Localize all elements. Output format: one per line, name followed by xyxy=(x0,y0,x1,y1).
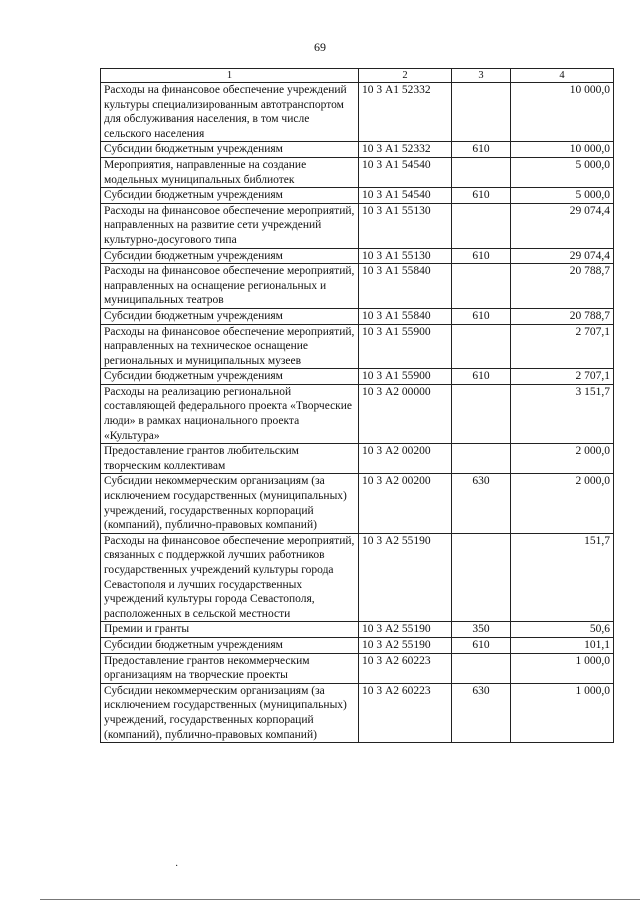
table-row xyxy=(101,637,614,653)
table-row xyxy=(101,533,614,622)
table-row xyxy=(101,384,614,443)
row-code-cell: 10 3 А1 55900 xyxy=(359,324,452,369)
row-amount-cell: 5 000,0 xyxy=(511,188,614,204)
row-code-cell: 10 3 А2 55190 xyxy=(359,622,452,638)
row-name-cell: Расходы на реализацию региональной составляющей федерального проекта «Творческие люди» в рамках национального проекта «Культура» xyxy=(101,384,359,443)
table-row xyxy=(101,369,614,385)
table-row xyxy=(101,142,614,158)
row-amount-cell: 5 000,0 xyxy=(511,157,614,187)
table-row xyxy=(101,157,614,187)
row-kvr-cell: 610 xyxy=(452,637,511,653)
row-kvr-cell xyxy=(452,203,511,248)
row-amount-cell: 20 788,7 xyxy=(511,308,614,324)
scan-mark: · xyxy=(175,861,179,872)
column-header-1: 1 xyxy=(101,69,359,83)
row-amount-cell: 50,6 xyxy=(511,622,614,638)
row-kvr-cell: 610 xyxy=(452,188,511,204)
row-name-cell: Мероприятия, направленные на создание модельных муниципальных библиотек xyxy=(101,157,359,187)
table-row xyxy=(101,203,614,248)
row-code-cell: 10 3 А2 00000 xyxy=(359,384,452,443)
row-name-cell: Расходы на финансовое обеспечение мероприятий, связанных с поддержкой лучших работников государственных учреждений культуры города Севастополя и лучших государственных учреждений культуры города Севастополя, расположенных в сельской местности xyxy=(101,533,359,622)
row-kvr-cell: 350 xyxy=(452,622,511,638)
row-kvr-cell xyxy=(452,83,511,142)
row-name-cell: Расходы на финансовое обеспечение мероприятий, направленных на оснащение региональных и муниципальных театров xyxy=(101,264,359,309)
row-code-cell: 10 3 А1 55900 xyxy=(359,369,452,385)
row-kvr-cell: 630 xyxy=(452,474,511,533)
budget-table xyxy=(100,68,614,743)
row-name-cell: Субсидии бюджетным учреждениям xyxy=(101,308,359,324)
row-name-cell: Предоставление грантов любительским творческим коллективам xyxy=(101,444,359,474)
row-name-cell: Субсидии бюджетным учреждениям xyxy=(101,248,359,264)
table-row xyxy=(101,248,614,264)
row-name-cell: Субсидии некоммерческим организациям (за исключением государственных (муниципальных) учреждений, государственных корпораций (компаний), публично-правовых компаний) xyxy=(101,683,359,742)
row-amount-cell: 29 074,4 xyxy=(511,248,614,264)
table-row xyxy=(101,188,614,204)
row-code-cell: 10 3 А2 55190 xyxy=(359,533,452,622)
row-code-cell: 10 3 А2 60223 xyxy=(359,653,452,683)
scan-edge-line xyxy=(40,899,640,900)
table-row xyxy=(101,653,614,683)
row-amount-cell: 1 000,0 xyxy=(511,653,614,683)
row-amount-cell: 2 707,1 xyxy=(511,324,614,369)
table-row xyxy=(101,622,614,638)
row-code-cell: 10 3 А2 55190 xyxy=(359,637,452,653)
row-kvr-cell: 610 xyxy=(452,308,511,324)
page-number: 69 xyxy=(314,40,326,54)
row-name-cell: Субсидии бюджетным учреждениям xyxy=(101,188,359,204)
table-row xyxy=(101,324,614,369)
row-code-cell: 10 3 А1 52332 xyxy=(359,83,452,142)
row-kvr-cell xyxy=(452,157,511,187)
table-row xyxy=(101,83,614,142)
row-code-cell: 10 3 А1 54540 xyxy=(359,188,452,204)
row-name-cell: Премии и гранты xyxy=(101,622,359,638)
table-row xyxy=(101,683,614,742)
row-amount-cell: 29 074,4 xyxy=(511,203,614,248)
row-kvr-cell xyxy=(452,533,511,622)
table-body xyxy=(101,83,614,743)
table-row xyxy=(101,308,614,324)
row-amount-cell: 151,7 xyxy=(511,533,614,622)
row-amount-cell: 2 707,1 xyxy=(511,369,614,385)
row-name-cell: Расходы на финансовое обеспечение мероприятий, направленных на развитие сети учреждений культурно-досугового типа xyxy=(101,203,359,248)
row-kvr-cell: 610 xyxy=(452,369,511,385)
row-code-cell: 10 3 А1 55130 xyxy=(359,248,452,264)
column-header-2: 2 xyxy=(359,69,452,83)
row-kvr-cell: 610 xyxy=(452,248,511,264)
row-code-cell: 10 3 А1 55840 xyxy=(359,308,452,324)
table-row xyxy=(101,444,614,474)
row-kvr-cell xyxy=(452,324,511,369)
row-code-cell: 10 3 А2 00200 xyxy=(359,444,452,474)
table-header-row xyxy=(101,69,614,83)
row-kvr-cell: 610 xyxy=(452,142,511,158)
row-name-cell: Расходы на финансовое обеспечение учреждений культуры специализированным автотранспортом для обслуживания населения, в том числе сельского населения xyxy=(101,83,359,142)
row-kvr-cell xyxy=(452,653,511,683)
row-amount-cell: 2 000,0 xyxy=(511,444,614,474)
row-amount-cell: 3 151,7 xyxy=(511,384,614,443)
row-code-cell: 10 3 А2 00200 xyxy=(359,474,452,533)
row-code-cell: 10 3 А1 54540 xyxy=(359,157,452,187)
row-code-cell: 10 3 А1 52332 xyxy=(359,142,452,158)
row-kvr-cell xyxy=(452,444,511,474)
row-name-cell: Субсидии бюджетным учреждениям xyxy=(101,637,359,653)
row-kvr-cell: 630 xyxy=(452,683,511,742)
row-code-cell: 10 3 А1 55840 xyxy=(359,264,452,309)
row-name-cell: Субсидии некоммерческим организациям (за исключением государственных (муниципальных) учреждений, государственных корпораций (компаний), публично-правовых компаний) xyxy=(101,474,359,533)
column-header-4: 4 xyxy=(511,69,614,83)
row-amount-cell: 10 000,0 xyxy=(511,83,614,142)
row-code-cell: 10 3 А1 55130 xyxy=(359,203,452,248)
row-name-cell: Расходы на финансовое обеспечение мероприятий, направленных на техническое оснащение региональных и муниципальных музеев xyxy=(101,324,359,369)
row-code-cell: 10 3 А2 60223 xyxy=(359,683,452,742)
row-kvr-cell xyxy=(452,264,511,309)
row-amount-cell: 101,1 xyxy=(511,637,614,653)
table-row xyxy=(101,474,614,533)
row-name-cell: Субсидии бюджетным учреждениям xyxy=(101,369,359,385)
row-name-cell: Субсидии бюджетным учреждениям xyxy=(101,142,359,158)
row-kvr-cell xyxy=(452,384,511,443)
row-amount-cell: 10 000,0 xyxy=(511,142,614,158)
row-amount-cell: 20 788,7 xyxy=(511,264,614,309)
row-name-cell: Предоставление грантов некоммерческим организациям на творческие проекты xyxy=(101,653,359,683)
table-row xyxy=(101,264,614,309)
row-amount-cell: 2 000,0 xyxy=(511,474,614,533)
row-amount-cell: 1 000,0 xyxy=(511,683,614,742)
column-header-3: 3 xyxy=(452,69,511,83)
